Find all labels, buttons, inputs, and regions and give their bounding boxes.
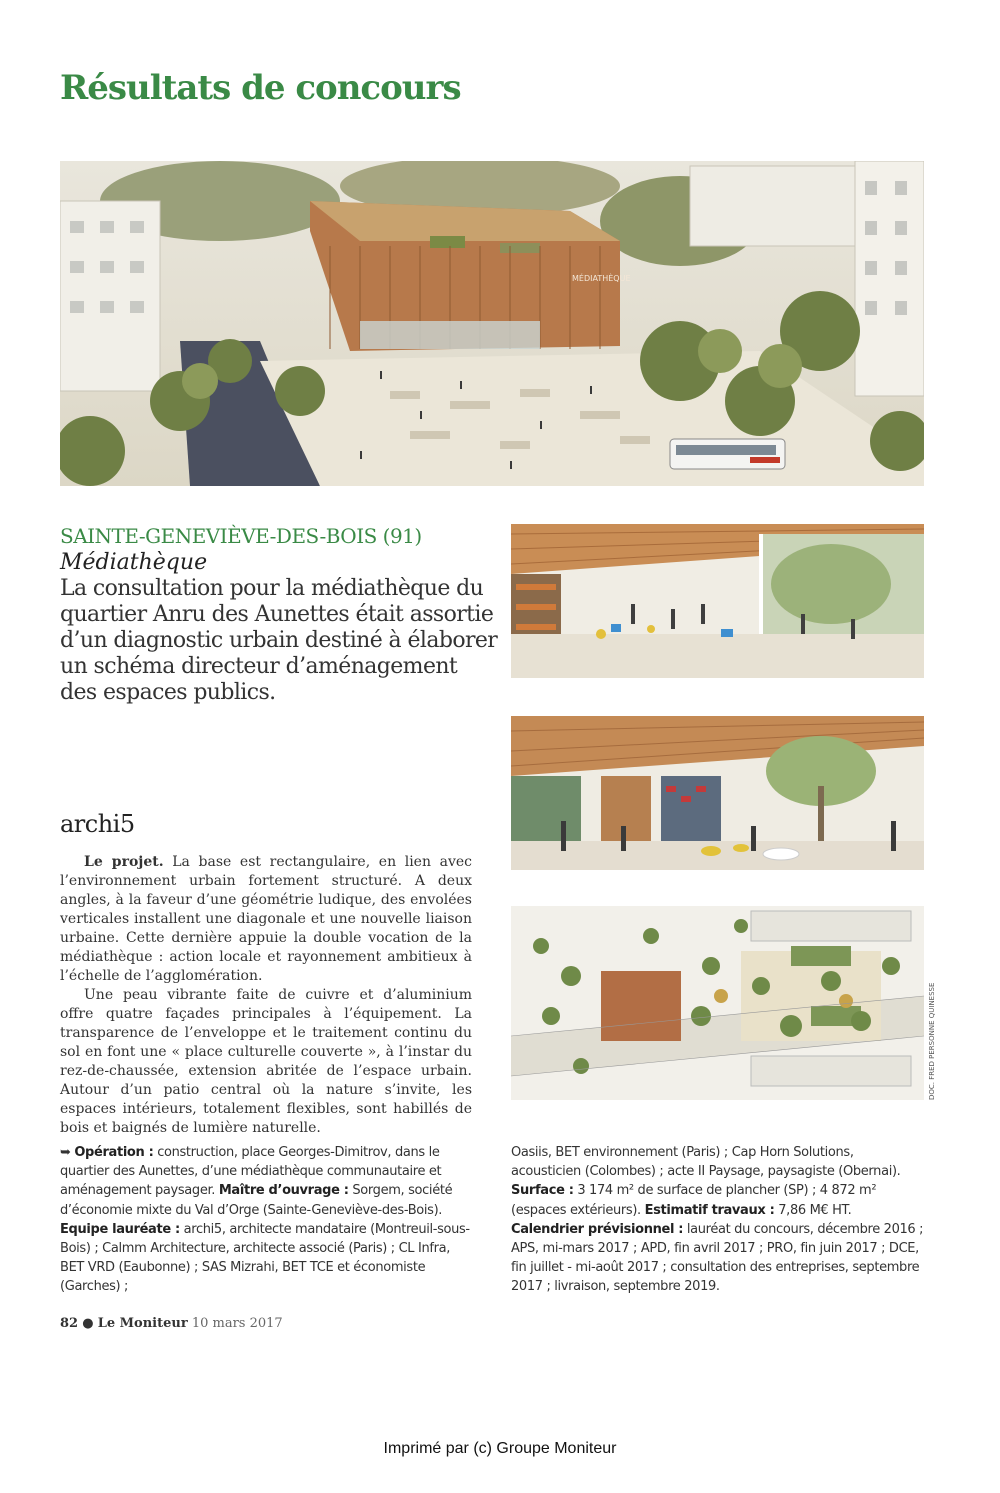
arrow-icon: ➥: [60, 1145, 71, 1160]
folio-bullet: ●: [82, 1316, 94, 1331]
team-text-right: Oasiis, BET environnement (Paris) ; Cap Horn Solutions, acousticien (Colombes) ; acte II Paysage, paysagiste (Obernai).: [511, 1145, 901, 1180]
calendar-label: Calendrier prévisionnel :: [511, 1221, 684, 1237]
surface-label: Surface :: [511, 1183, 574, 1199]
page-number: 82: [60, 1316, 79, 1331]
info-box-right: [511, 1143, 925, 1297]
operation-text: construction, place Georges-Dimitrov, dans le quartier des Aunettes, d’une médiathèque communautaire et aménagement paysager.: [60, 1145, 442, 1199]
team-label: Equipe lauréate :: [60, 1221, 180, 1237]
info-box-left: [60, 1143, 474, 1297]
article-kicker: SAINTE-GENEVIÈVE-DES-BOIS (91): [60, 524, 422, 548]
hero-sign: MÉDIATHÈQUE: [572, 274, 631, 283]
section-title: Résultats de concours: [60, 68, 461, 108]
body-paragraph-1-text: La base est rectangulaire, en lien avec l’environnement urbain fortement structuré. A deux angles, à la faveur d’une géométrie ludique, des envolées verticales installent une diagonale et une nouvelle liaison urbaine. Cette dernière appuie la double vocation de la médiathèque : action locale et rayonnement ambitieux à l’échelle de l’agglomération.: [60, 854, 472, 984]
article-subtitle: Médiathèque: [60, 550, 208, 575]
page-folio: [60, 1316, 283, 1331]
hero-image: [60, 161, 924, 486]
interior-rendering-2: [511, 716, 924, 870]
calendar-text: lauréat du concours, décembre 2016 ; APS, mi-mars 2017 ; APD, fin avril 2017 ; PRO, fin juin 2017 ; DCE, fin juillet - mi-août 2017 ; consultation des entreprises, septembre 2017 ; livraison, septembre 2019.: [511, 1221, 924, 1295]
article-author: archi5: [60, 810, 135, 838]
publication-date: 10 mars 2017: [191, 1316, 283, 1331]
estimate-label: Estimatif travaux :: [644, 1202, 775, 1218]
publication-name: Le Moniteur: [97, 1316, 188, 1331]
moa-text: Sorgem, société d’économie mixte du Val d’Orge (Sainte-Geneviève-des-Bois).: [60, 1183, 453, 1218]
surface-text: 3 174 m² de surface de plancher (SP) ; 4 872 m² (espaces extérieurs).: [511, 1183, 877, 1218]
operation-label: Opération :: [74, 1145, 154, 1160]
body-paragraph-1: [60, 853, 472, 986]
estimate-text: 7,86 M€ HT.: [774, 1202, 852, 1218]
site-plan: [511, 906, 924, 1100]
article-body: [60, 853, 472, 1138]
interior-rendering-1: [511, 524, 924, 678]
interior-image-1: [511, 524, 924, 678]
printed-by-notice: Imprimé par (c) Groupe Moniteur: [383, 1440, 617, 1457]
photo-credit: DOC. FRED PERSONNE QUINESSE: [928, 982, 936, 1100]
team-text-left: archi5, architecte mandataire (Montreuil-sous-Bois) ; Calmm Architecture, architecte associé (Paris) ; CL Infra, BET VRD (Eaubonne) ; SAS Mizrahi, BET TCE et économiste (Garches) ;: [60, 1221, 470, 1295]
body-lead: Le projet.: [84, 854, 164, 870]
body-paragraph-2: Une peau vibrante faite de cuivre et d’aluminium offre quatre façades principales à l’équipement. La transparence de l’enveloppe et le traitement continu du sol en font une « place culturelle couverte », à l’instar du rez-de-chaussée, extension abritée de l’espace urbain. Autour d’un patio central où la nature s’invite, les espaces intérieurs, totalement flexibles, sont habillés de bois et baignés de lumière naturelle.: [60, 987, 472, 1136]
moa-label: Maître d’ouvrage :: [218, 1183, 349, 1199]
article-chapo: La consultation pour la médiathèque du quartier Anru des Aunettes était assortie d’un diagnostic urbain destiné à élaborer un schéma directeur d’aménagement des espaces publics.: [60, 576, 498, 705]
interior-image-2: [511, 716, 924, 870]
site-plan-image: [511, 906, 924, 1100]
hero-rendering: [60, 161, 924, 486]
